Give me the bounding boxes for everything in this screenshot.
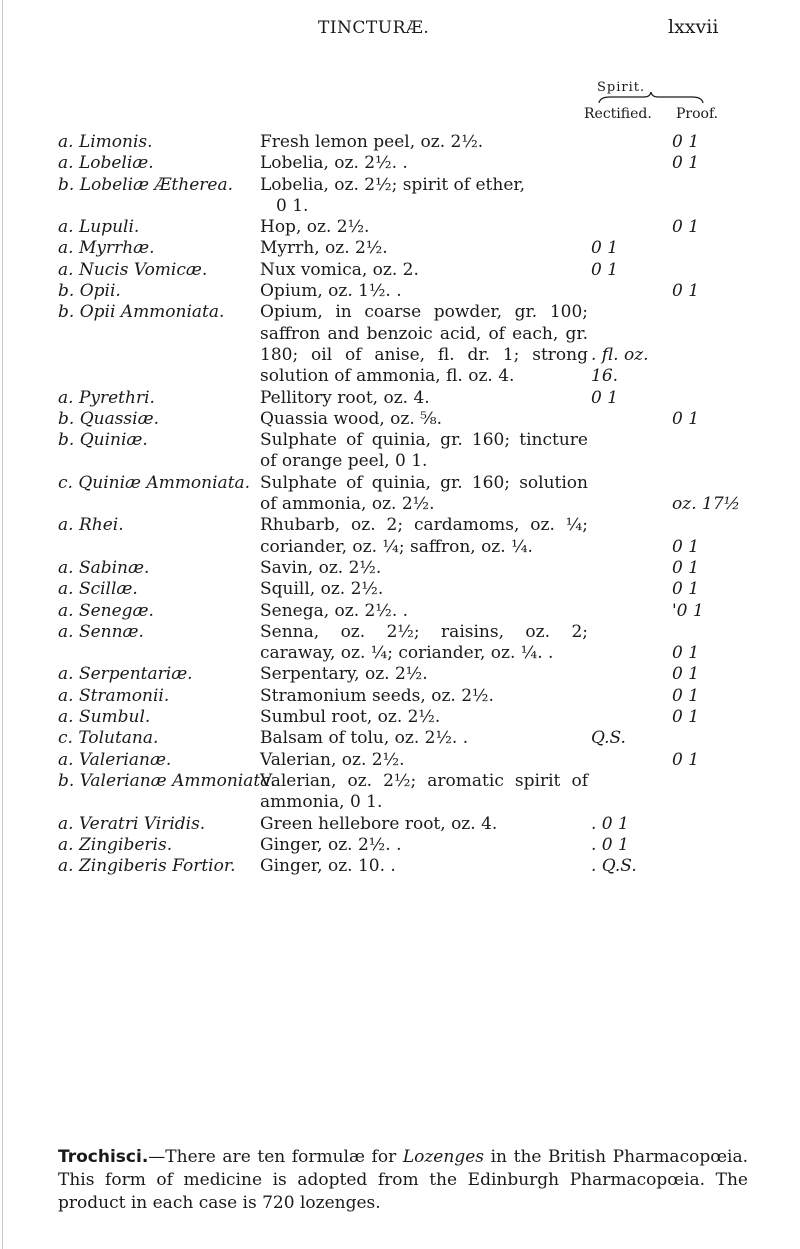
page-header [0, 14, 800, 44]
recipe-text: Sulphate of quinia, gr. 160; solution of ammonia, oz. 2½. [260, 472, 588, 515]
tincture-recipe [260, 601, 588, 622]
tincture-recipe [260, 132, 588, 153]
proof-spirit-value: 0 1 [672, 408, 700, 429]
recipe-text: Stramonium seeds, oz. 2½. [260, 685, 494, 706]
tincture-entry [0, 175, 800, 218]
tincture-entry [0, 388, 800, 409]
proof-spirit-value: 0 1 [672, 685, 700, 706]
proof-column-heading: Proof. [676, 106, 719, 122]
tincture-entry [0, 153, 800, 174]
tincture-name: a. Zingiberis Fortior. [58, 856, 236, 877]
proof-spirit-value: oz. 17½ [672, 494, 741, 515]
tincture-entry [0, 856, 800, 877]
tincture-entry [0, 601, 800, 622]
recipe-text: Ginger, oz. 2½. . [260, 834, 402, 855]
proof-spirit-value: 0 1 [672, 749, 700, 770]
rectified-column-heading: Rectified. [584, 106, 652, 122]
tincture-name: b. Opii. [58, 281, 121, 302]
tincture-recipe [260, 302, 588, 387]
tincture-recipe [260, 771, 588, 814]
tincture-recipe [260, 686, 588, 707]
tincture-name: b. Lobeliæ Ætherea. [58, 174, 233, 195]
rectified-spirit-value: . fl. oz. 16. [591, 344, 649, 387]
recipe-text: Balsam of tolu, oz. 2½. . [260, 728, 469, 749]
tincture-recipe [260, 707, 588, 728]
tincture-entry [0, 558, 800, 579]
recipe-text: Fresh lemon peel, oz. 2½. [260, 132, 484, 152]
tincture-entry [0, 515, 800, 558]
tincture-name: b. Quassiæ. [58, 408, 159, 429]
tincture-entry [0, 579, 800, 600]
proof-spirit-value: '0 1 [672, 600, 704, 621]
tincture-recipe [260, 856, 588, 877]
rectified-spirit-value: 0 1 [591, 238, 619, 259]
proof-spirit-value: 0 1 [672, 579, 700, 600]
tincture-entry [0, 707, 800, 728]
tincture-name: a. Sumbul. [58, 707, 151, 728]
tincture-list [0, 132, 800, 877]
tincture-entry [0, 473, 800, 516]
tincture-name: a. Zingiberis. [58, 834, 173, 855]
proof-spirit-value: 0 1 [672, 217, 700, 238]
recipe-text: Savin, oz. 2½. [260, 557, 382, 578]
recipe-continuation: 0 1. [276, 195, 309, 216]
proof-spirit-value: 0 1 [672, 132, 700, 152]
proof-spirit-value: 0 1 [672, 536, 700, 557]
tincture-entry [0, 260, 800, 281]
tincture-recipe [260, 814, 588, 835]
spirit-column-heading: Spirit. [597, 80, 646, 95]
tincture-entry [0, 430, 800, 473]
tincture-recipe [260, 260, 588, 281]
tincture-entry [0, 238, 800, 259]
tincture-entry [0, 217, 800, 238]
recipe-text: Quassia wood, oz. ⅝. [260, 408, 443, 429]
proof-spirit-value: 0 1 [672, 557, 700, 578]
rectified-spirit-value: . 0 1 [591, 834, 629, 855]
tincture-entry [0, 281, 800, 302]
recipe-text: Opium, oz. 1½. . [260, 281, 402, 302]
column-brace [598, 92, 704, 104]
recipe-text: Pellitory root, oz. 4. [260, 387, 430, 408]
trochisci-text-1: —There are ten formulæ for [148, 1147, 403, 1167]
tincture-name: a. Limonis. [58, 132, 153, 152]
recipe-text: Nux vomica, oz. 2. [260, 259, 419, 280]
tincture-name: a. Rhei. [58, 515, 124, 536]
tincture-recipe [260, 750, 588, 771]
tincture-name: a. Veratri Viridis. [58, 813, 206, 834]
tincture-name: a. Myrrhæ. [58, 238, 155, 259]
tincture-entry [0, 686, 800, 707]
tincture-name: a. Serpentariæ. [58, 664, 193, 685]
tincture-name: a. Lobeliæ. [58, 153, 154, 174]
tincture-name: c. Quiniæ Ammoniata. [58, 472, 251, 493]
proof-spirit-value: 0 1 [672, 643, 700, 664]
page-number: lxxvii [668, 16, 719, 38]
tincture-recipe [260, 238, 588, 259]
tincture-recipe [260, 175, 588, 218]
trochisci-text-2: in the British Pharmacopœia. This form of medicine is adopted from the Edinburgh Pharmacopœia. The product in each case is 720 lozenges. [58, 1147, 748, 1213]
tincture-recipe [260, 664, 588, 685]
tincture-recipe [260, 473, 588, 516]
tincture-name: a. Scillæ. [58, 579, 138, 600]
tincture-entry [0, 835, 800, 856]
running-title: TINCTURÆ. [318, 18, 430, 38]
tincture-name: b. Opii Ammoniata. [58, 302, 225, 323]
recipe-text: Opium, in coarse powder, gr. 100; saffron and benzoic acid, of each, gr. 180; oil of anise, fl. dr. 1; strong solution of ammonia, fl. oz. 4. [260, 302, 588, 387]
tincture-entry [0, 664, 800, 685]
recipe-text: Green hellebore root, oz. 4. [260, 813, 498, 834]
recipe-text: Ginger, oz. 10. . [260, 856, 396, 877]
tincture-entry [0, 409, 800, 430]
tincture-recipe [260, 558, 588, 579]
trochisci-paragraph [58, 1146, 748, 1215]
tincture-entry [0, 302, 800, 387]
recipe-text: Senega, oz. 2½. . [260, 600, 409, 621]
tincture-recipe [260, 217, 588, 238]
rectified-spirit-value: 0 1 [591, 387, 619, 408]
tincture-recipe [260, 281, 588, 302]
tincture-recipe [260, 622, 588, 665]
tincture-recipe [260, 430, 588, 473]
tincture-entry [0, 814, 800, 835]
tincture-recipe [260, 579, 588, 600]
tincture-name: a. Senegæ. [58, 600, 154, 621]
recipe-text: Lobelia, oz. 2½; spirit of ether, [260, 174, 526, 195]
tincture-name: a. Pyrethri. [58, 387, 155, 408]
tincture-recipe [260, 515, 588, 558]
rectified-spirit-value: . 0 1 [591, 813, 629, 834]
tincture-name: a. Sennæ. [58, 621, 144, 642]
recipe-text: Serpentary, oz. 2½. [260, 664, 428, 685]
tincture-entry [0, 728, 800, 749]
recipe-text: Lobelia, oz. 2½. . [260, 153, 408, 174]
recipe-text: Squill, oz. 2½. [260, 579, 384, 600]
tincture-name: a. Stramonii. [58, 685, 170, 706]
proof-spirit-value: 0 1 [672, 664, 700, 685]
recipe-text: Valerian, oz. 2½; aromatic spirit of ammonia, 0 1. [260, 770, 588, 813]
tincture-recipe [260, 728, 588, 749]
tincture-entry [0, 132, 800, 153]
trochisci-heading: Trochisci. [58, 1147, 149, 1167]
recipe-text: Valerian, oz. 2½. [260, 749, 405, 770]
tincture-name: a. Lupuli. [58, 217, 140, 238]
recipe-text: Sumbul root, oz. 2½. [260, 707, 441, 728]
rectified-spirit-value: . Q.S. [591, 856, 637, 877]
proof-spirit-value: 0 1 [672, 281, 700, 302]
tincture-entry [0, 771, 800, 814]
recipe-text: Hop, oz. 2½. [260, 217, 370, 238]
proof-spirit-value: 0 1 [672, 707, 700, 728]
rectified-spirit-value: 0 1 [591, 259, 619, 280]
recipe-text: Sulphate of quinia, gr. 160; tincture of orange peel, 0 1. [260, 430, 588, 472]
tincture-name: a. Sabinæ. [58, 557, 150, 578]
tincture-entry [0, 750, 800, 771]
tincture-name: a. Valerianæ. [58, 749, 172, 770]
tincture-recipe [260, 388, 588, 409]
proof-spirit-value: 0 1 [672, 153, 700, 174]
tincture-recipe [260, 153, 588, 174]
tincture-name: c. Tolutana. [58, 728, 159, 749]
tincture-entry [0, 622, 800, 665]
tincture-name: b. Valerianæ Ammoniata. [58, 770, 276, 791]
tincture-name: b. Quiniæ. [58, 430, 148, 451]
tincture-name: a. Nucis Vomicæ. [58, 259, 208, 280]
trochisci-emphasis: Lozenges [402, 1147, 484, 1167]
recipe-text: Senna, oz. 2½; raisins, oz. 2; caraway, oz. ¼; coriander, oz. ¼. . [260, 621, 588, 664]
tincture-recipe [260, 835, 588, 856]
recipe-text: Rhubarb, oz. 2; cardamoms, oz. ¼; coriander, oz. ¼; saffron, oz. ¼. [260, 515, 588, 557]
tincture-recipe [260, 409, 588, 430]
recipe-text: Myrrh, oz. 2½. [260, 238, 388, 259]
rectified-spirit-value: Q.S. [591, 728, 626, 749]
